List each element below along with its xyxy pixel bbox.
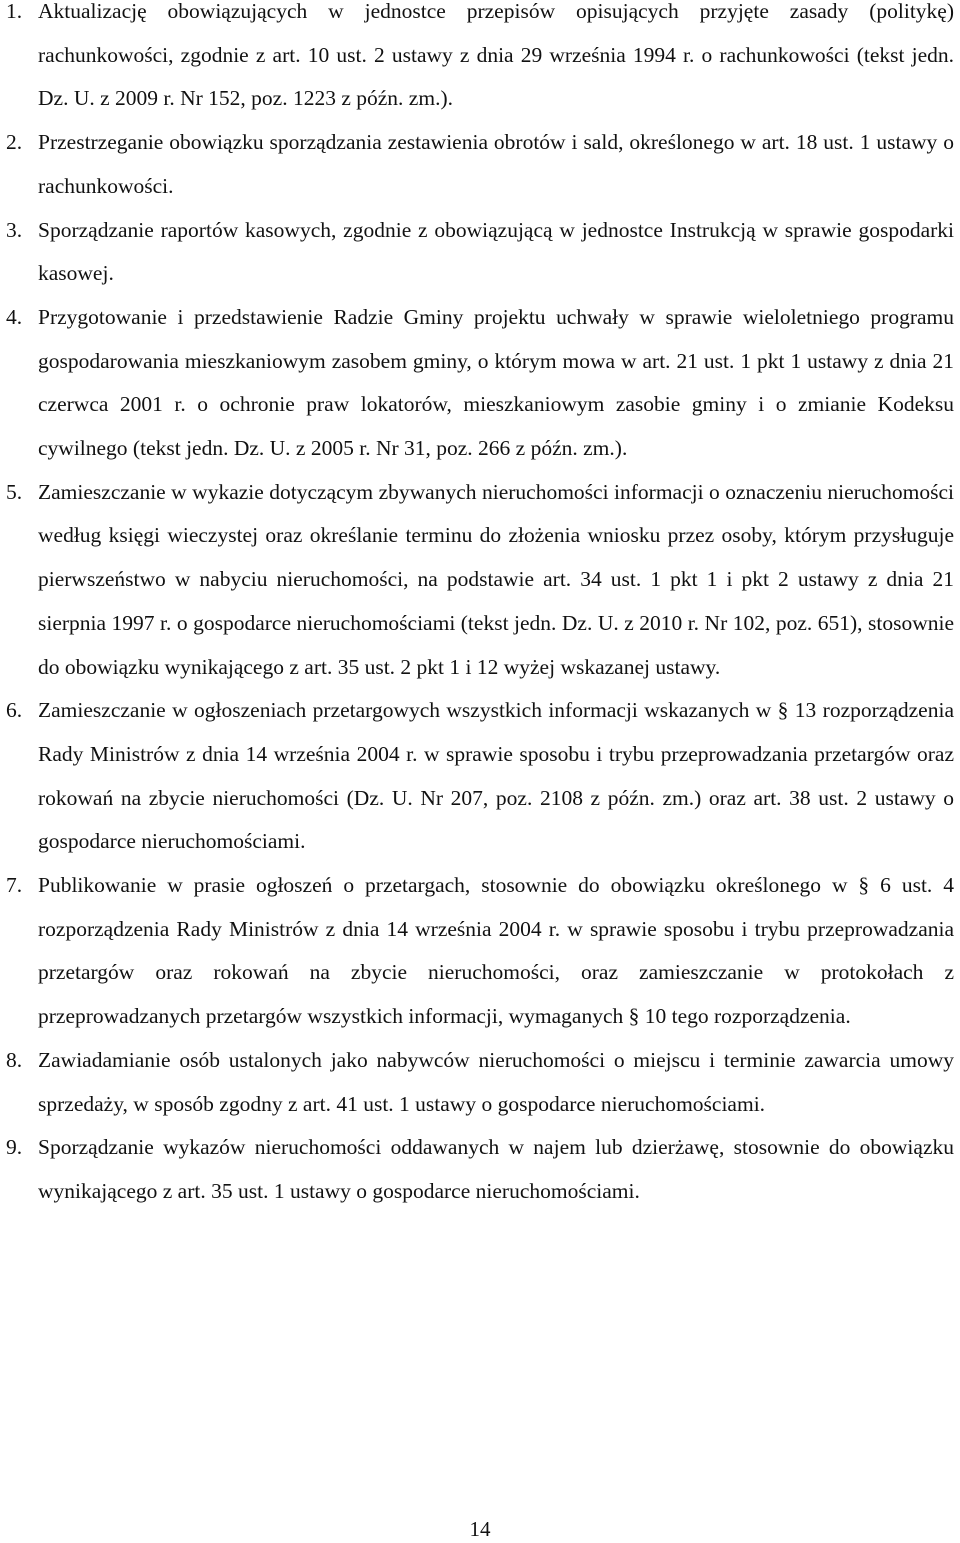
item-text: Zawiadamianie osób ustalonych jako nabywców nieruchomości o miejscu i terminie zawarcia umowy sprzedaży, w sposób zgodny z art. 41 ust. 1 ustawy o gospodarce nieruchomościami. [38, 1047, 954, 1116]
list-item-4 [6, 296, 954, 471]
item-number: 8. [6, 1047, 23, 1072]
item-number: 2. [6, 130, 23, 155]
list-item-3 [6, 209, 954, 296]
item-text: Sporządzanie raportów kasowych, zgodnie z obowiązującą w jednostce Instrukcją w sprawie gospodarki kasowej. [38, 217, 954, 286]
list-item-2 [6, 121, 954, 208]
item-number: 4. [6, 304, 23, 329]
item-number: 5. [6, 479, 23, 504]
item-number: 3. [6, 217, 23, 242]
numbered-list [6, 0, 954, 1214]
list-item-5 [6, 471, 954, 690]
list-item-9 [6, 1126, 954, 1213]
item-text: Przestrzeganie obowiązku sporządzania zestawienia obrotów i sald, określonego w art. 18 ust. 1 ustawy o rachunkowości. [38, 130, 954, 198]
list-item-8 [6, 1039, 954, 1126]
item-number: 7. [6, 873, 23, 898]
item-text: Zamieszczanie w ogłoszeniach przetargowych wszystkich informacji wskazanych w § 13 rozporządzenia Rady Ministrów z dnia 14 września 2004 r. w sprawie sposobu i trybu przeprowadzania przetargów oraz rokowań na zbycie nieruchomości (Dz. U. Nr 207, poz. 2108 z późn. zm.) oraz art. 38 ust. 2 ustawy o gospodarce nieruchomościami. [38, 698, 954, 854]
list-item-6 [6, 689, 954, 864]
item-text: Aktualizację obowiązujących w jednostce przepisów opisujących przyjęte zasady (politykę) rachunkowości, zgodnie z art. 10 ust. 2 ustawy z dnia 29 września 1994 r. o rachunkowości (tekst jedn. Dz. U. z 2009 r. Nr 152, poz. 1223 z późn. zm.). [38, 0, 954, 111]
list-item-7 [6, 864, 954, 1039]
item-text: Publikowanie w prasie ogłoszeń o przetargach, stosownie do obowiązku określonego w § 6 ust. 4 rozporządzenia Rady Ministrów z dnia 14 września 2004 r. w sprawie sposobu i trybu przeprowadzania przetargów oraz rokowań na zbycie nieruchomości, oraz zamieszczanie w protokołach z przeprowadzanych przetargów wszystkich informacji, wymaganych § 10 tego rozporządzenia. [38, 873, 954, 1029]
item-number: 9. [6, 1135, 23, 1160]
item-text: Zamieszczanie w wykazie dotyczącym zbywanych nieruchomości informacji o oznaczeniu nieruchomości według księgi wieczystej oraz określanie terminu do złożenia wniosku przez osoby, którym przysługuje pierwszeństwo w nabyciu nieruchomości, na podstawie art. 34 ust. 1 pkt 1 i pkt 2 ustawy z dnia 21 sierpnia 1997 r. o gospodarce nieruchomościami (tekst jedn. Dz. U. z 2010 r. Nr 102, poz. 651), stosownie do obowiązku wynikającego z art. 35 ust. 2 pkt 1 i 12 wyżej wskazanej ustawy. [38, 479, 954, 679]
item-number: 1. [6, 0, 23, 23]
list-item-1 [6, 0, 954, 121]
page-number: 14 [469, 1517, 491, 1541]
item-text: Sporządzanie wykazów nieruchomości oddawanych w najem lub dzierżawę, stosownie do obowiązku wynikającego z art. 35 ust. 1 ustawy o gospodarce nieruchomościami. [38, 1135, 954, 1203]
item-number: 6. [6, 698, 23, 723]
item-text: Przygotowanie i przedstawienie Radzie Gminy projektu uchwały w sprawie wieloletniego programu gospodarowania mieszkaniowym zasobem gminy, o którym mowa w art. 21 ust. 1 pkt 1 ustawy z dnia 21 czerwca 2001 r. o ochronie praw lokatorów, mieszkaniowym zasobie gminy i o zmianie Kodeksu cywilnego (tekst jedn. Dz. U. z 2005 r. Nr 31, poz. 266 z późn. zm.). [38, 304, 954, 461]
